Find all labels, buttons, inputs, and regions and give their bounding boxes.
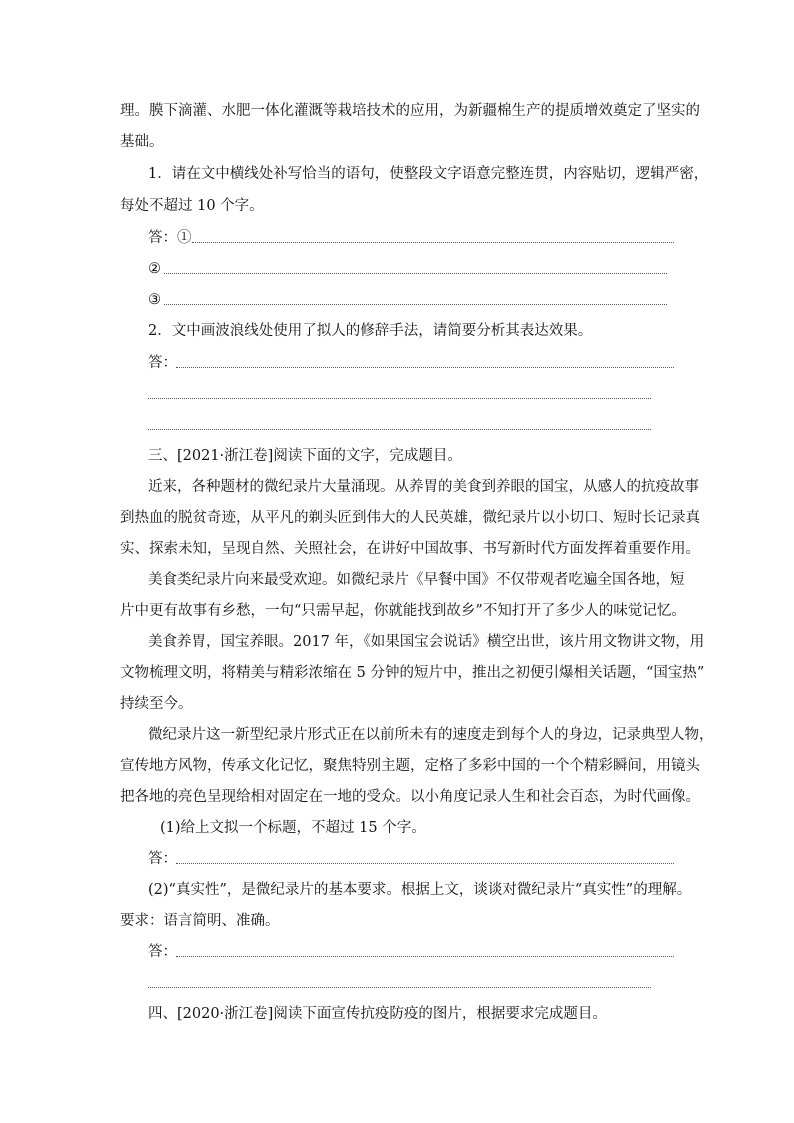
text-line: 理。膜下滴灌、水肥一体化灌溉等栽培技术的应用，为新疆棉生产的提质增效奠定了坚实的 bbox=[120, 103, 700, 119]
answer-line[interactable] bbox=[148, 398, 651, 399]
answer-line[interactable] bbox=[164, 273, 667, 274]
answer-label: 答： bbox=[148, 355, 177, 371]
paragraph-line: 美食养胃，国宝养眼。2017 年，《如果国宝会说话》横空出世，该片用文物讲文物，用 bbox=[148, 634, 705, 650]
sub-question-2: (2)“真实性”，是微纪录片的基本要求。根据上文，谈谈对微纪录片“真实性”的理解。 bbox=[148, 882, 692, 898]
question-1: 1．请在文中横线处补写恰当的语句，使整段文字语意完整连贯，内容贴切，逻辑严密， bbox=[148, 166, 709, 182]
answer-line[interactable] bbox=[176, 956, 674, 957]
paragraph-line: 近来，各种题材的微纪录片大量涌现。从养胃的美食到养眼的国宝，从感人的抗疫故事 bbox=[148, 479, 699, 495]
section-heading-4: 四、[2020·浙江卷]阅读下面宣传抗疫防疫的图片，根据要求完成题目。 bbox=[148, 1006, 607, 1022]
paragraph-line: 实、探索未知，呈现自然、关照社会，在讲好中国故事、书写新时代方面发挥着重要作用。 bbox=[120, 541, 700, 557]
paragraph-line: 到热血的脱贫奇迹，从平凡的剃头匠到伟大的人民英雄，微纪录片以小切口、短时长记录真 bbox=[120, 510, 700, 526]
answer-line[interactable] bbox=[176, 367, 674, 368]
paragraph-line: 宣传地方风物，传承文化记忆，聚焦特别主题，定格了多彩中国的一个个精彩瞬间，用镜头 bbox=[120, 758, 700, 774]
answer-line[interactable] bbox=[148, 429, 651, 430]
answer-line[interactable] bbox=[148, 987, 651, 988]
section-heading-3: 三、[2021·浙江卷]阅读下面的文字，完成题目。 bbox=[148, 448, 462, 464]
paragraph-line: 片中更有故事有乡愁，一句“只需早起，你就能找到故乡”不知打开了多少人的味觉记忆。 bbox=[120, 603, 686, 619]
answer-label: 答： bbox=[148, 851, 177, 867]
paragraph-line: 把各地的亮色呈现给相对固定在一地的受众。以小角度记录人生和社会百态，为时代画像。 bbox=[120, 789, 700, 805]
question-2: 2．文中画波浪线处使用了拟人的修辞手法，请简要分析其表达效果。 bbox=[148, 323, 593, 339]
answer-label: ② bbox=[148, 261, 161, 277]
answer-label: 答：① bbox=[148, 230, 192, 246]
paragraph-line: 微纪录片这一新型纪录片形式正在以前所未有的速度走到每个人的身边，记录典型人物， bbox=[148, 727, 714, 743]
sub-question-1: (1)给上文拟一个标题，不超过 15 个字。 bbox=[160, 820, 426, 836]
answer-label: 答： bbox=[148, 944, 177, 960]
answer-label: ③ bbox=[148, 292, 161, 308]
answer-line[interactable] bbox=[192, 242, 674, 243]
answer-line[interactable] bbox=[176, 863, 674, 864]
paragraph-line: 文物梳理文明，将精美与精彩浓缩在 5 分钟的短片中，推出之初便引爆相关话题，“国宝热” bbox=[120, 665, 705, 681]
answer-line[interactable] bbox=[164, 304, 667, 305]
text-line: 基础。 bbox=[120, 134, 164, 150]
paragraph-line: 持续至今。 bbox=[120, 696, 193, 712]
question-1-cont: 每处不超过 10 个字。 bbox=[120, 198, 264, 214]
paragraph-line: 美食类纪录片向来最受欢迎。如微纪录片《早餐中国》不仅带观者吃遍全国各地，短 bbox=[148, 572, 685, 588]
sub-question-2-cont: 要求：语言简明、准确。 bbox=[120, 913, 280, 929]
